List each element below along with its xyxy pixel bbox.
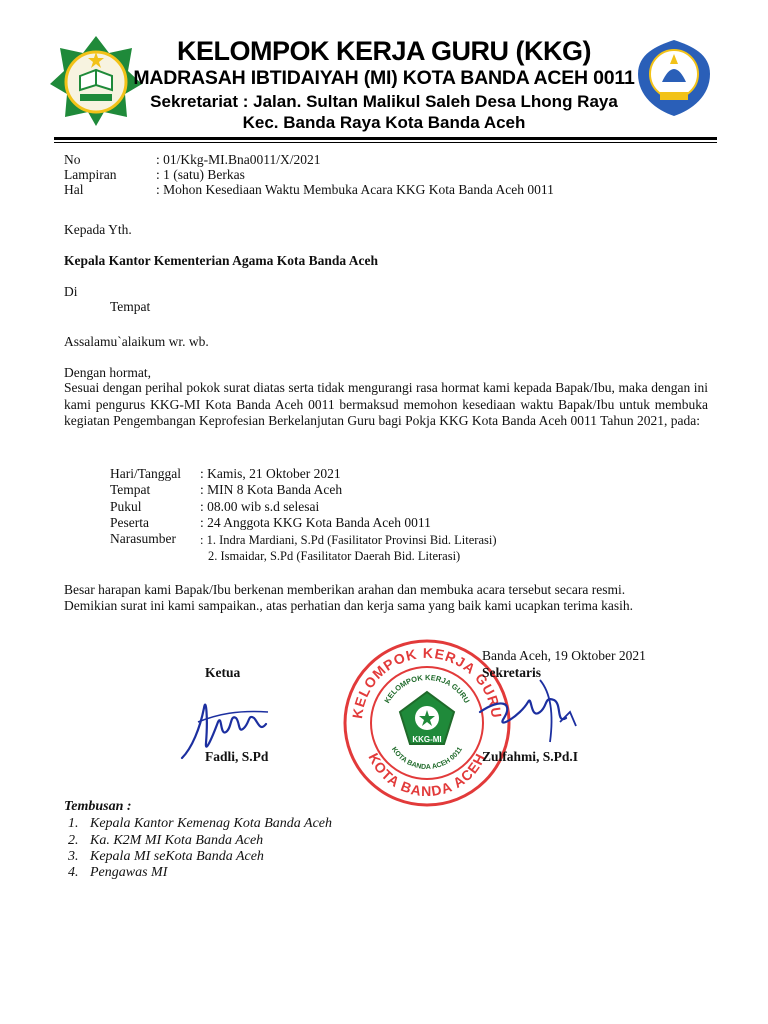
sekretaris-signature <box>470 672 585 752</box>
tembusan-item-3: Kepala MI seKota Banda Aceh <box>90 849 264 864</box>
detail-value-participants: : 24 Anggota KKG Kota Banda Aceh 0011 <box>200 515 431 530</box>
salutation: Assalamu`alaikum wr. wb. <box>64 334 209 349</box>
meta-hal-label: Hal <box>64 182 84 197</box>
closing-thanks: Demikian surat ini kami sampaikan., atas perhatian dan kerja sama yang baik kami ucapkan terima kasih. <box>64 598 634 613</box>
svg-text:KOTA BANDA ACEH 0011 <box>390 746 464 771</box>
header-rule-thick <box>54 137 717 140</box>
meta-hal-value: : Mohon Kesediaan Waktu Membuka Acara KKG Kota Banda Aceh 0011 <box>156 182 554 197</box>
stamp-inner-bottom-text: KOTA BANDA ACEH 0011 <box>390 746 464 772</box>
header-rule-thin <box>54 142 717 143</box>
detail-value-time: : 08.00 wib s.d selesai <box>200 499 320 514</box>
letterhead-subtitle: MADRASAH IBTIDAIYAH (MI) KOTA BANDA ACEH 0011 <box>133 67 635 89</box>
tembusan-title: Tembusan : <box>64 799 132 814</box>
tembusan-item-1: Kepala Kantor Kemenag Kota Banda Aceh <box>90 816 332 831</box>
detail-value-place: : MIN 8 Kota Banda Aceh <box>200 482 343 497</box>
tembusan-item-2: Ka. K2M MI Kota Banda Aceh <box>90 833 264 848</box>
tembusan-item-4: Pengawas MI <box>90 865 168 880</box>
letterhead-address: Sekretariat : Jalan. Sultan Malikul Saleh Desa Lhong Raya <box>150 92 618 111</box>
recipient-greeting: Kepada Yth. <box>64 222 132 237</box>
detail-value-speaker-2: 2. Ismaidar, S.Pd (Fasilitator Daerah Bid. Literasi) <box>208 549 461 563</box>
stamp-inner-top-text: KELOMPOK KERJA GURU <box>382 672 472 705</box>
place-date: Banda Aceh, 19 Oktober 2021 <box>482 648 646 663</box>
stamp-badge: KKG-MI <box>412 735 442 744</box>
meta-lampiran-value: : 1 (satu) Berkas <box>156 167 245 182</box>
tembusan-num-3: 3. <box>68 849 79 864</box>
tembusan-num-1: 1. <box>68 816 79 831</box>
detail-label-participants: Peserta <box>110 515 149 530</box>
tembusan-num-4: 4. <box>68 865 79 880</box>
closing-hope: Besar harapan kami Bapak/Ibu berkenan memberikan arahan dan membuka acara tersebut secara resmi. <box>64 582 626 597</box>
meta-lampiran-label: Lampiran <box>64 167 117 182</box>
detail-label-speakers: Narasumber <box>110 531 176 546</box>
main-paragraph: Sesuai dengan perihal pokok surat diatas serta tidak mengurangi rasa hormat kami kepada Bapak/Ibu, maka dengan ini kami pengurus KKG-MI Kota Banda Aceh 0011 bermaksud memohon kesediaan waktu Bapak/Ibu untuk membuka kegiatan Pengembangan Keprofesian Berkelanjutan Guru bagi Pokja KKG Kota Banda Aceh 0011 Tahun 2021, pada: <box>64 380 708 429</box>
letterhead-district: Kec. Banda Raya Kota Banda Aceh <box>242 113 526 132</box>
ketua-name: Fadli, S.Pd <box>205 749 269 764</box>
detail-label-place: Tempat <box>110 482 151 497</box>
stamp-top-text: KELOMPOK KERJA GURU <box>349 644 505 720</box>
tembusan-num-2: 2. <box>68 833 79 848</box>
recipient-di: Di <box>64 284 78 299</box>
recipient-tempat: Tempat <box>110 299 151 314</box>
stamp-bottom-text: KOTA BANDA ACEH <box>365 750 489 800</box>
detail-label-date: Hari/Tanggal <box>110 466 182 481</box>
opening: Dengan hormat, <box>64 365 151 380</box>
meta-no-label: No <box>64 152 81 167</box>
detail-label-time: Pukul <box>110 499 142 514</box>
sekretaris-name: Zulfahmi, S.Pd.I <box>482 749 579 764</box>
letterhead-title: KELOMPOK KERJA GURU (KKG) <box>176 36 591 66</box>
sekretaris-title: Sekretaris <box>482 665 541 680</box>
recipient-name: Kepala Kantor Kementerian Agama Kota Banda Aceh <box>64 253 378 268</box>
ketua-title: Ketua <box>205 665 241 680</box>
detail-value-date: : Kamis, 21 Oktober 2021 <box>200 466 341 481</box>
detail-value-speaker-1: : 1. Indra Mardiani, S.Pd (Fasilitator Provinsi Bid. Literasi) <box>200 533 497 547</box>
meta-no-value: : 01/Kkg-MI.Bna0011/X/2021 <box>156 152 321 167</box>
